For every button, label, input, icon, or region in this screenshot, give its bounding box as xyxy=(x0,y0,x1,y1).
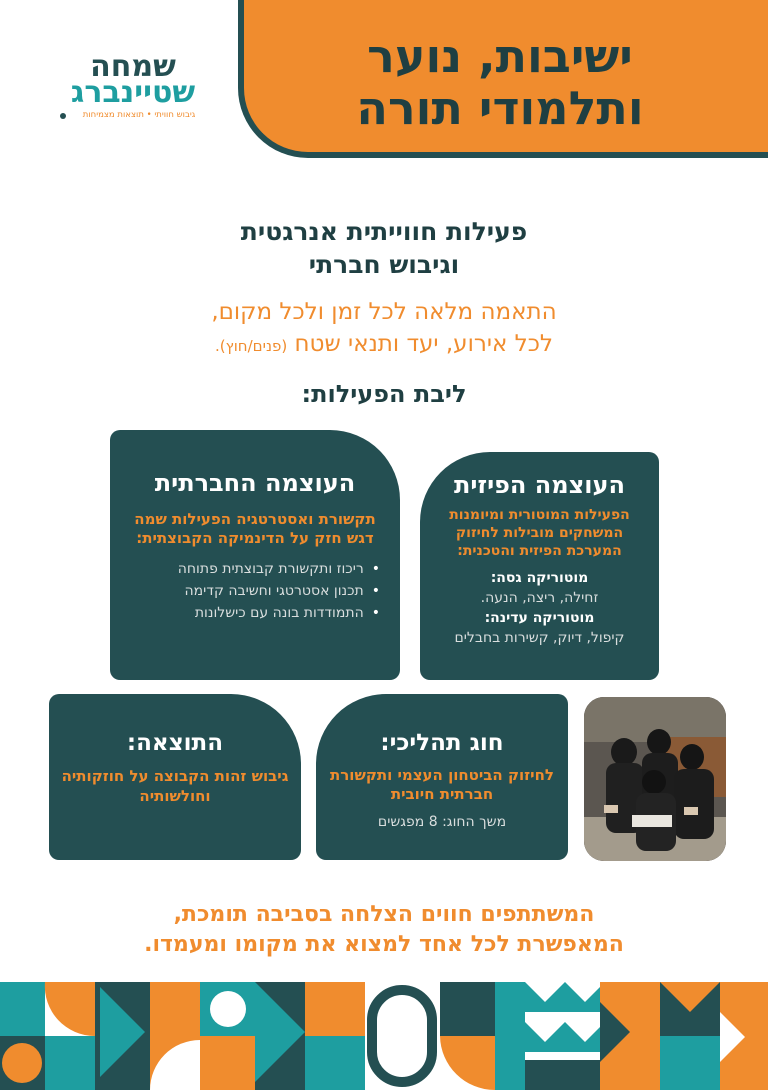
brand-logo xyxy=(58,49,228,122)
intro-sub-small: (פנים/חוץ). xyxy=(215,337,288,355)
fine-motor-label: מוטוריקה עדינה: xyxy=(484,610,595,626)
intro-heading xyxy=(84,215,684,281)
card-circle-title: חוג תהליכי: xyxy=(380,730,504,756)
decorative-pattern xyxy=(0,982,768,1090)
intro-heading-line-2: וגיבוש חברתי xyxy=(308,250,460,279)
card-process-circle xyxy=(316,694,568,860)
header-banner xyxy=(238,0,768,158)
logo-dot-icon xyxy=(60,113,66,119)
logo-text-line-2: שטיינברג xyxy=(70,75,196,110)
card-circle-duration: משך החוג: 8 מפגשים xyxy=(377,814,507,830)
intro-heading-line-1: פעילות חווייתית אנרגטית xyxy=(240,217,528,246)
card-result-title: התוצאה: xyxy=(126,730,224,756)
photo-illustration xyxy=(584,697,726,861)
title-line-1: ישיבות, נוער xyxy=(367,29,633,83)
list-item: • ריכוז ותקשורת קבוצתית פתוחה xyxy=(124,558,380,580)
fine-motor-text: קיפול, דיוק, קשירות בחבלים xyxy=(454,630,625,646)
logo-tagline: גיבוש חוויתי • תוצאות מצמיחות xyxy=(82,110,196,120)
card-social-title: העוצמה החברתית xyxy=(154,469,356,497)
page-title xyxy=(310,30,690,134)
intro-sub-line-2 xyxy=(84,328,684,362)
card-physical-title: העוצמה הפיזית xyxy=(454,471,625,499)
list-item: • התמודדות בונה עם כישלונות xyxy=(124,602,380,624)
core-activity-heading: ליבת הפעילות: xyxy=(301,380,467,408)
intro-sub-line-1: התאמה מלאה לכל זמן ולכל מקום, xyxy=(211,299,557,325)
social-bullet-list xyxy=(124,558,386,624)
logo-text-line-1: שמחה xyxy=(90,49,176,84)
card-social-subtitle: תקשורת ואסטרטגיה הפעילות שמה דגש חזק על הדינמיקה הקבוצתית: xyxy=(134,510,376,547)
gross-motor-label: מוטוריקה גסה: xyxy=(490,570,589,586)
list-item: • תכנון אסטרטגי וחשיבה קדימה xyxy=(124,580,380,602)
card-social-power xyxy=(110,430,400,680)
gross-motor-text: זחילה, ריצה, הנעה. xyxy=(480,590,599,606)
card-result-subtitle: גיבוש זהות הקבוצה על חוזקותיה וחולשותיה xyxy=(61,767,289,805)
card-physical-subtitle: הפעילות המוטורית ומיומנות המשחקים מובילות לחיזוק המערכת הפיזית והטכנית: xyxy=(449,507,630,559)
card-physical-power xyxy=(420,452,659,680)
card-circle-subtitle: לחיזוק הביטחון העצמי ותקשורת חברתית חיובית xyxy=(330,766,554,803)
title-line-2: ותלמודי תורה xyxy=(356,81,644,135)
geometric-pattern-graphic xyxy=(0,982,768,1090)
intro-sub-line-2-text: לכל אירוע, יעד ותנאי שטח xyxy=(294,331,553,357)
card-result xyxy=(49,694,301,860)
closing-line-2: המאפשרת לכל אחד למצוא את מקומו ומעמדו. xyxy=(144,932,624,957)
intro-subtitle xyxy=(84,296,684,362)
closing-line-1: המשתתפים חווים הצלחה בסביבה תומכת, xyxy=(173,902,595,927)
closing-statement xyxy=(44,900,724,960)
group-activity-photo xyxy=(584,697,726,861)
